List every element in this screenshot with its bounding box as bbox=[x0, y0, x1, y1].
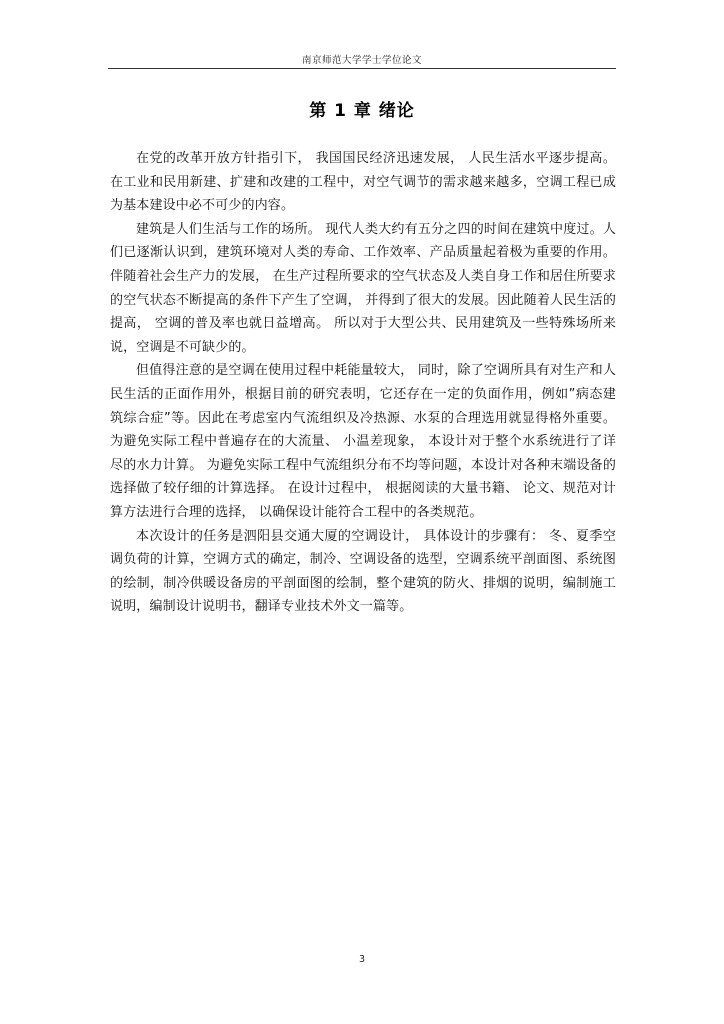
paragraph-3: 但值得注意的是空调在使用过程中耗能量较大， 同时，除了空调所具有对生产和人民生活的正面作用外，根据目前的研究表明，它还存在一定的负面作用，例如”病态建筑综合症”等。因此在考虑室内气流组织及冷热源、水泵的合理选用就显得格外重要。 为避免实际工程中普遍存在的大流量、 小温差现象， 本设计对于整个水系统进行了详尽的水力计算。 为避免实际工程中气流组织分布不均等问题，本设计对各种末端设备的选择做了较仔细的计算选择。 在设计过程中， 根据阅读的大量书籍、 论文、规范对计算方法进行合理的选择， 以确保设计能符合工程中的各类规范。 bbox=[110, 363, 616, 520]
paragraph-2: 建筑是人们生活与工作的场所。 现代人类大约有五分之四的时间在建筑中度过。人们已逐渐认识到，建筑环境对人类的寿命、工作效率、产品质量起着极为重要的作用。 伴随着社会生产力的发展， 在生产过程所要求的空气状态及人类自身工作和居住所要求的空气状态不断提高的条件下产生了空调， 并得到了很大的发展。因此随着人民生活的提高， 空调的普及率也就日益增高。 所以对于大型公共、民用建筑及一些特殊场所来说，空调是不可缺少的。 bbox=[110, 221, 616, 355]
paragraph-4: 本次设计的任务是泗阳县交通大厦的空调设计， 具体设计的步骤有： 冬、夏季空调负荷的计算，空调方式的确定，制冷、空调设备的选型，空调系统平剖面图、系统图的绘制，制冷供暖设备房的平剖面图的绘制，整个建筑的防火、排烟的说明，编制施工说明，编制设计说明书，翻译专业技术外文一篇等。 bbox=[110, 528, 616, 615]
body-text bbox=[110, 147, 616, 619]
chapter-title: 第 1 章 绪论 bbox=[309, 101, 415, 121]
page-number: 3 bbox=[358, 954, 366, 965]
header-rule bbox=[108, 68, 616, 69]
running-header: 南京师范大学学士学位论文 bbox=[301, 55, 422, 66]
paragraph-1: 在党的改革开放方针指引下， 我国国民经济迅速发展， 人民生活水平逐步提高。在工业和民用新建、扩建和改建的工程中，对空气调节的需求越来越多，空调工程已成为基本建设中必不可少的内容。 bbox=[110, 151, 616, 214]
